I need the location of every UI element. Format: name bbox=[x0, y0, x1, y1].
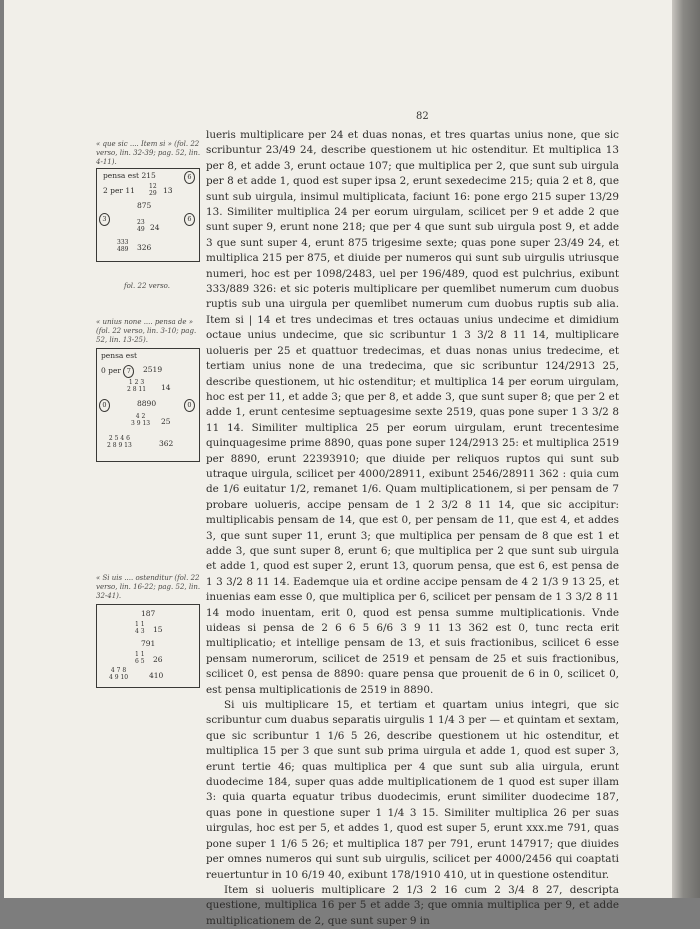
box3-frac2: 1 1 6 5 bbox=[135, 651, 145, 665]
box1-frac1: 12 29 bbox=[149, 183, 157, 197]
box1-header: pensa est 215 bbox=[103, 171, 156, 180]
box2-frac1: 1 2 3 2 8 11 bbox=[127, 379, 147, 393]
box1-13: 13 bbox=[163, 186, 173, 195]
box1-row2: 2 per 11 bbox=[103, 186, 135, 195]
circled-0-left: 0 bbox=[99, 399, 110, 412]
book-page bbox=[4, 0, 672, 927]
circled-6-mid: 6 bbox=[184, 213, 195, 226]
margin-note-1: « que sic .... Item si » (fol. 22 verso, lin. 32-39; pag. 52, lin. 4-11). bbox=[96, 140, 201, 166]
box3-410: 410 bbox=[149, 671, 164, 680]
box2-8890: 8890 bbox=[137, 399, 157, 408]
box2-header: pensa est bbox=[101, 351, 138, 360]
folio-note: fol. 22 verso. bbox=[124, 282, 170, 290]
box1-326: 326 bbox=[137, 243, 152, 252]
box3-frac3: 4 7 8 4 9 10 bbox=[109, 667, 129, 681]
box2-2519: 2519 bbox=[143, 365, 163, 374]
box1-frac3: 333 489 bbox=[117, 239, 129, 253]
page-edge bbox=[672, 0, 700, 898]
paragraph-3: Item si uolueris multiplicare 2 1/3 2 16 cum 2 3/4 8 27, descripta questione, multiplica 16 per 5 et adde 3; que omnia multiplica per 9, et adde multiplicationem de 2, que sunt super 9 in bbox=[206, 883, 619, 927]
calculation-box-3 bbox=[96, 604, 200, 688]
circled-3: 3 bbox=[99, 213, 110, 226]
box2-frac2: 4 2 3 9 13 bbox=[131, 413, 151, 427]
box2-row2: 0 per 7 bbox=[101, 365, 134, 378]
box1-875: 875 bbox=[137, 201, 152, 210]
circled-6-top: 6 bbox=[184, 171, 195, 184]
calculation-box-1 bbox=[96, 168, 200, 262]
paragraph-1: lueris multiplicare per 24 et duas nonas, et tres quartas unius none, que sic scribuntur 23/49 24, describe questionem ut hic ostenditur. Et multiplica 13 per 8, et adde 3, erunt octaue 107; que multiplica per 2, que sunt sub uirgula per 8 et adde 1, quod est super ipsa 2, erunt sexedecime 215; quia 2 et 8, que sunt sub uirgula, insimul multiplicata, faciunt 16: pone ergo 215 super 13/29 13. Similiter multiplica 24 per eorum uirgulam, scilicet per 9 et adde 2 que sunt super 9, erunt none 218; que per 4 que sunt sub uirgula post 9, et adde 3 que sunt super 4, erunt 875 trigesime sexte; quas pone super 23/49 24, et multiplica 215 per 875, et diuide per numeros qui sunt sub uirgulis utriusque numeri, hoc est per 1098/2483, uel per 196/489, quod est pulchrius, exibunt 333/889 326: et sic poteris multiplicare per quemlibet numerum cum duobus ruptis sub una uirgula per quemlibet numerum cum duobus ruptis sub alia. Item si | 14 et tres undecimas et tres octauas unius undecime et dimidium octaue unius undecime, que sic scribuntur 1 3 3/2 8 11 14, multiplicare uolueris per 25 et quattuor tredecimas, et duas nonas unius tredecime, et tertiam unius none de una tredecima, que sic scribuntur 124/2913 25, describe questionem, ut hic ostenditur; et multiplica 14 per eorum uirgulam, hoc est per 11, et adde 3; que per 8, et adde 3, que sunt super 8; que per 2 et adde 1, erunt centesime septuagesime sexte 2519, quas pone super 1 3 3/2 8 11 14. Similiter multiplica 25 per eorum uirgulam, erunt trecentesime quinquagesime prime 8890, quas pone super 124/2913 25: et multiplica 2519 per 8890, erunt 22393910; que diuide per reliquos ruptos qui sunt sub utraque uirgula, scilicet per 4000/28911, exibunt 2546/28911 362 : quia cum de 1/6 euitatur 1/2, remanet 1/6. Quam multiplicationem, si per pensam de 7 probare uolueris, accipe pensam de 1 2 3/2 8 11 14, que sic accipitur: multiplicabis pensam de 14, que est 0, per pensam de 11, que est 4, et addes 3, que sunt super 11, erunt 3; que multiplica per pensam de 8 que est 1 et adde 3, que sunt super 8, erunt 6; que multiplica per 2 que sunt sub uirgula et adde 1, quod est super 2, erunt 13, quorum pensa, que est 6, est pensa de 1 3 3/2 8 11 14. Eademque uia et ordine accipe pensam de 4 2 1/3 9 13 25, et inuenias eam esse 0, que multiplica per 6, scilicet per pensam de 1 3 3/2 8 11 14 modo inuentam, erit 0, quod est pensa summe multiplicationis. Vnde uideas si pensa de 2 6 6 5 6/6 3 9 11 13 362 est 0, tunc recta erit multiplicatio; et intellige pensam de 13, et suis fractionibus, scilicet 6 esse pensam numerorum, scilicet de 2519 et pensam de 25 et suis fractionibus, scilicet 0, est pensa de 8890: quare pensa que prouenit de 6 in 0, scilicet 0, est pensa multiplicationis de 2519 in 8890. bbox=[206, 129, 619, 696]
box2-25: 25 bbox=[161, 417, 171, 426]
box3-187: 187 bbox=[141, 609, 156, 618]
box1-frac2: 23 49 bbox=[137, 219, 145, 233]
margin-note-2: « unius none .... pensa de » (fol. 22 verso, lin. 3-10; pag. 52, lin. 13-25). bbox=[96, 318, 197, 344]
main-text bbox=[206, 128, 619, 929]
box2-362: 362 bbox=[159, 439, 174, 448]
paragraph-2: Si uis multiplicare 15, et tertiam et quartam unius integri, que sic scribuntur cum duabus separatis uirgulis 1 1/4 3 per — et quintam et sextam, que sic scribuntur 1 1/6 5 26, describe questionem ut hic ostenditur, et multiplica 15 per 3 que sunt sub prima uirgula et adde 1, quod est super 3, erunt tertie 46; quas multiplica per 4 que sunt sub alia uirgula, erunt duodecime 184, super quas adde multiplicationem de 1 quod est super illam 3: quia quarta equatur tribus duodecimis, erunt similiter duodecime 187, quas pone in questione super 1 1/4 3 15. Similiter multiplica 26 per suas uirgulas, hoc est per 5, et addes 1, quod est super 5, erunt xxx.me 791, quas pone super 1 1/6 5 26; et multiplica 187 per 791, erunt 147917; que diuides per omnes numeros qui sunt sub uirgulis, scilicet per 4000/2456 qui coaptati reuertuntur in 10 6/19 40, exibunt 178/1910 410, ut in questione ostenditur. bbox=[206, 699, 619, 881]
box3-791: 791 bbox=[141, 639, 156, 648]
box1-24: 24 bbox=[150, 223, 160, 232]
box2-14: 14 bbox=[161, 383, 171, 392]
box2-frac3: 2 5 4 6 2 8 9 13 bbox=[107, 435, 132, 449]
box3-26: 26 bbox=[153, 655, 163, 664]
page-number: 82 bbox=[416, 111, 429, 122]
margin-note-3: « Si uis .... ostenditur (fol. 22 verso, lin. 16-22; pag. 52, lin. 32-41). bbox=[96, 574, 201, 600]
circled-0-right: 0 bbox=[184, 399, 195, 412]
calculation-box-2 bbox=[96, 348, 200, 462]
box3-15: 15 bbox=[153, 625, 163, 634]
box3-frac1: 1 1 4 3 bbox=[135, 621, 145, 635]
